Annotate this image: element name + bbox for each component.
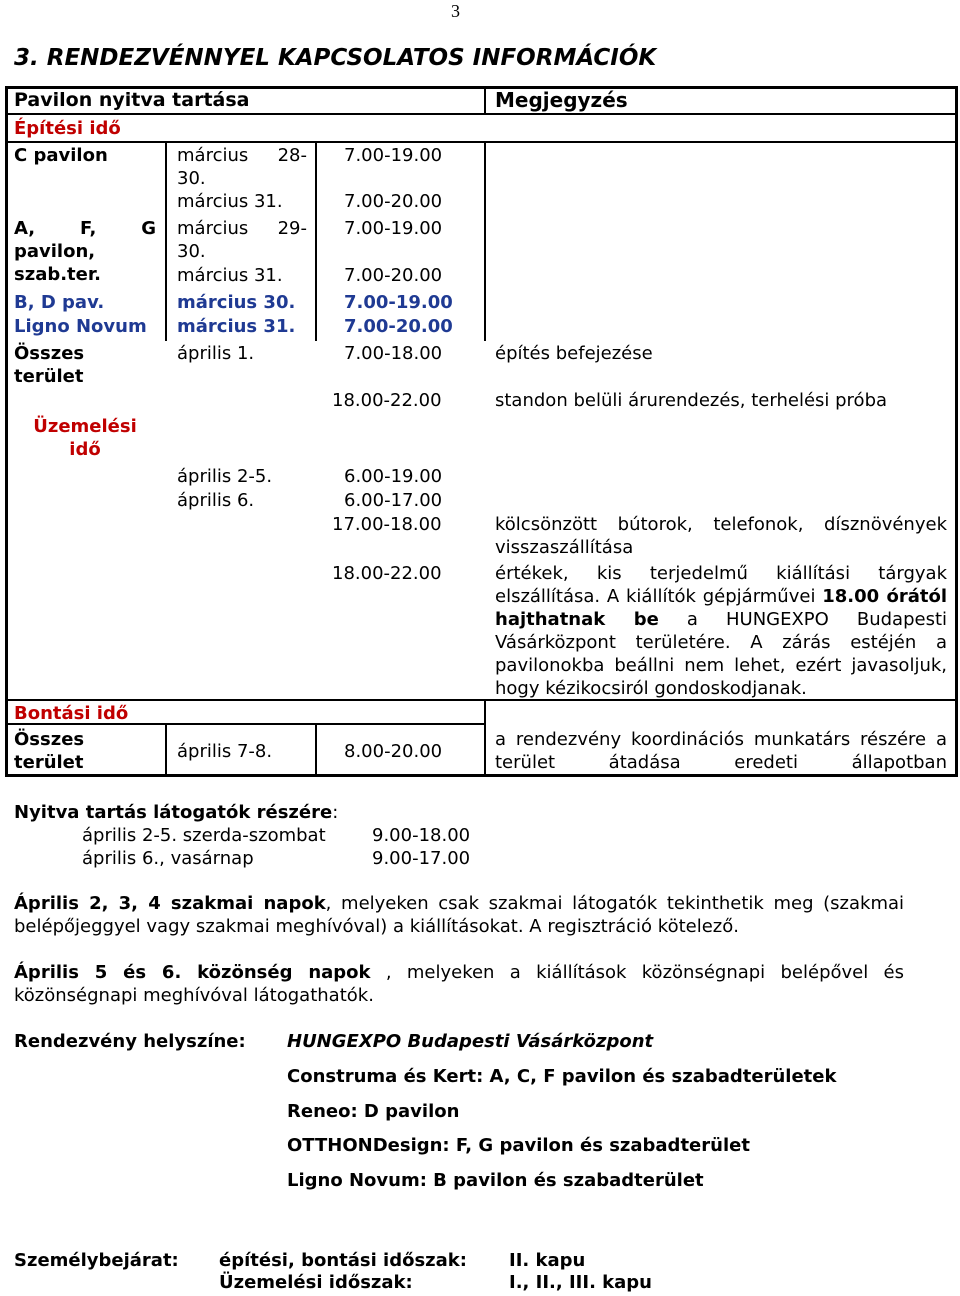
visitor-hours-heading-text: Nyitva tartás látogatók részére <box>14 802 333 823</box>
venue-label: Rendezvény helyszíne: <box>14 1031 246 1052</box>
operation-time3: 17.00-18.00 <box>332 514 442 535</box>
operation-time1: 6.00-19.00 <box>344 466 443 487</box>
table-border-bottom <box>5 774 958 777</box>
row-all-area-note2: standon belüli árurendezés, terhelési próba <box>495 390 888 411</box>
operation-note3: kölcsönzött bútorok, telefonok, dísznövények visszaszállítása <box>495 514 947 558</box>
table-divider <box>484 86 486 114</box>
operation-date2: április 6. <box>177 490 255 511</box>
row-bd-pavilion-date: március 30. <box>177 292 296 313</box>
operation-period-label: Üzemelési idő <box>33 416 137 460</box>
table-border-right <box>955 86 958 777</box>
venue-name: HUNGEXPO Budapesti Vásárközpont <box>287 1031 654 1052</box>
row-all-area-name: Összes terület <box>14 343 85 387</box>
row-afg-pavilion-time2: 7.00-20.00 <box>344 265 443 286</box>
trade-days-paragraph <box>14 892 904 938</box>
table-divider <box>5 141 958 143</box>
public-days-paragraph <box>14 961 904 1007</box>
page-title: 3. RENDEZVÉNNYEL KAPCSOLATOS INFORMÁCIÓK <box>14 45 657 71</box>
visitor-hours-time1: 9.00-18.00 <box>372 825 471 846</box>
entrance-period-operation: Üzemelési időszak: <box>219 1272 413 1293</box>
row-afg-pavilion-time1: 7.00-19.00 <box>344 218 443 239</box>
teardown-date: április 7-8. <box>177 741 273 762</box>
header-notes: Megjegyzés <box>495 88 628 112</box>
table-border-left <box>5 86 8 777</box>
table-divider <box>484 141 486 341</box>
row-c-pavilion-date1: március 28-30. <box>177 145 307 189</box>
visitor-hours-heading-colon: : <box>332 802 339 823</box>
row-all-area-date: április 1. <box>177 343 255 364</box>
row-afg-pavilion-name: A, F, G pavilon, szab.ter. <box>14 218 156 285</box>
teardown-area-name: Összes terület <box>14 729 85 773</box>
operation-time2: 6.00-17.00 <box>344 490 443 511</box>
operation-date1: április 2-5. <box>177 466 273 487</box>
page-number: 3 <box>451 1 460 21</box>
table-divider <box>315 141 317 341</box>
venue-line-reneo: Reneo: D pavilon <box>287 1101 460 1122</box>
venue-line-ligno-novum: Ligno Novum: B pavilon és szabadterület <box>287 1170 704 1191</box>
row-all-area-note1: építés befejezése <box>495 343 653 364</box>
row-ligno-novum-date: március 31. <box>177 316 296 337</box>
row-c-pavilion-date2: március 31. <box>177 191 283 212</box>
visitor-hours-days1: április 2-5. szerda-szombat <box>82 825 326 846</box>
row-bd-pavilion-time: 7.00-19.00 <box>344 292 453 313</box>
operation-note4-part2: a HUNGEXPO Budapesti Vásárközpont területére. A zárás estéjén a pavilonokba beállni nem lehet, ezért javasoljuk, hogy kézikocsiról gondoskodjanak. <box>495 609 948 699</box>
row-afg-pavilion-date1: március 29-30. <box>177 218 307 262</box>
table-divider <box>315 723 317 776</box>
row-afg-pavilion-date2: március 31. <box>177 265 283 286</box>
operation-time4: 18.00-22.00 <box>332 563 442 584</box>
teardown-note: a rendezvény koordinációs munkatárs részére a terület átadása eredeti állapotban <box>495 729 947 773</box>
row-c-pavilion-time2: 7.00-20.00 <box>344 191 443 212</box>
table-divider <box>165 141 167 341</box>
visitor-hours-days2: április 6., vasárnap <box>82 848 254 869</box>
row-all-area-time2: 18.00-22.00 <box>332 390 442 411</box>
venue-line-otthondesign: OTTHONDesign: F, G pavilon és szabadterület <box>287 1135 750 1156</box>
entrance-period-build: építési, bontási időszak: <box>219 1250 467 1271</box>
venue-line-construma: Construma és Kert: A, C, F pavilon és szabadterületek <box>287 1066 837 1087</box>
row-ligno-novum-name: Ligno Novum <box>14 316 147 337</box>
header-opening-hours: Pavilon nyitva tartása <box>14 89 250 111</box>
table-divider <box>165 723 167 776</box>
visitor-hours-heading <box>14 801 338 824</box>
visitor-hours-time2: 9.00-17.00 <box>372 848 471 869</box>
teardown-period-label: Bontási idő <box>14 703 129 724</box>
row-all-area-time1: 7.00-18.00 <box>344 343 443 364</box>
trade-days-text: , melyeken csak szakmai látogatók tekinthetik meg (szakmai belépőjeggyel vagy szakmai meghívóval) a kiállításokat. A regisztráció kötelező. <box>14 893 905 937</box>
table-divider <box>5 113 958 115</box>
row-ligno-novum-time: 7.00-20.00 <box>344 316 453 337</box>
operation-note4 <box>495 562 947 700</box>
entrance-gate-operation: I., II., III. kapu <box>509 1272 652 1293</box>
table-divider <box>484 699 486 776</box>
build-period-label: Építési idő <box>14 118 121 139</box>
public-days-text: , melyeken a kiállítások közönségnapi belépővel és közönségnapi meghívóval látogathatók. <box>14 962 905 1006</box>
row-bd-pavilion-name: B, D pav. <box>14 292 105 313</box>
entrance-label: Személybejárat: <box>14 1250 179 1271</box>
teardown-time: 8.00-20.00 <box>344 741 443 762</box>
public-days-bold: Április 5 és 6. közönség napok <box>14 962 371 983</box>
operation-note4-part1: értékek, kis terjedelmű kiállítási tárgyak elszállítása. A kiállítók gépjárművei <box>495 563 947 607</box>
row-c-pavilion-name: C pavilon <box>14 145 108 166</box>
entrance-gate-build: II. kapu <box>509 1250 586 1271</box>
operation-note4-bold: 18.00 órától hajthatnak be <box>495 586 948 630</box>
row-c-pavilion-time1: 7.00-19.00 <box>344 145 443 166</box>
trade-days-bold: Április 2, 3, 4 szakmai napok <box>14 893 326 914</box>
